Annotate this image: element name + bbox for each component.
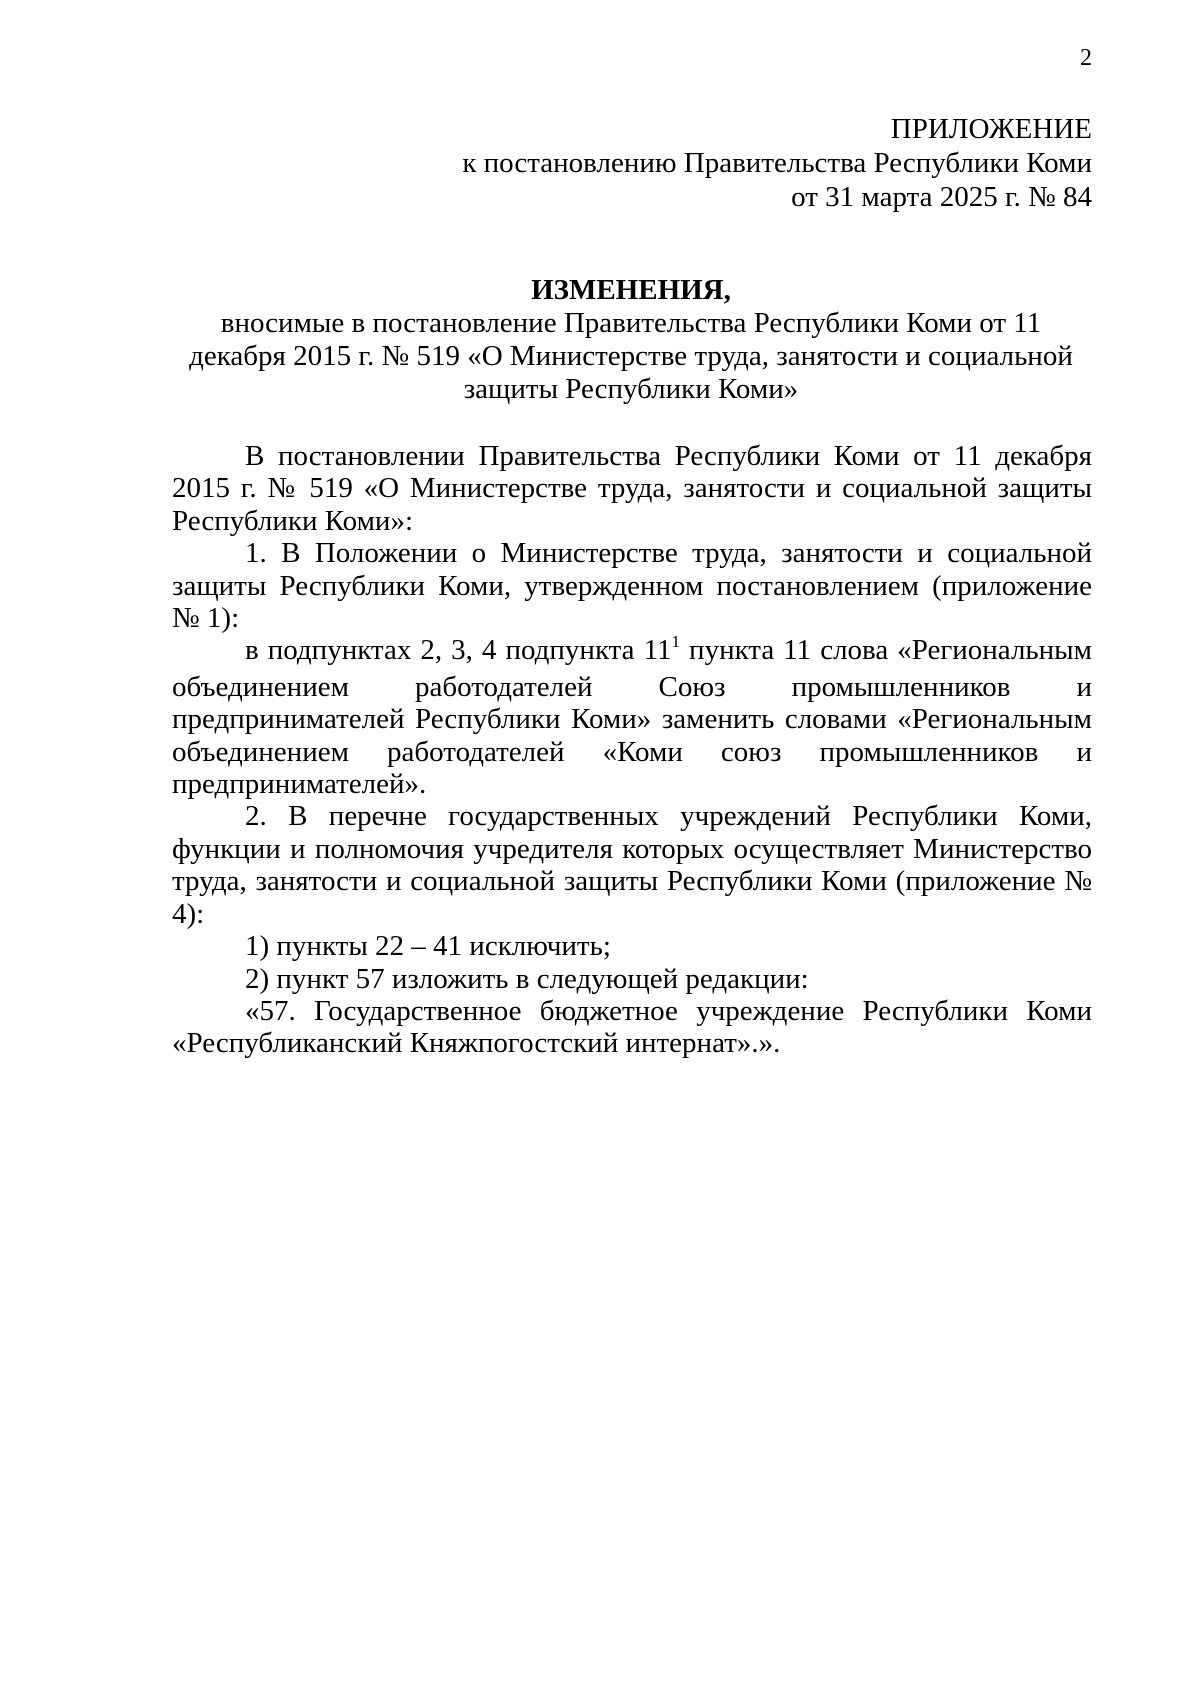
document-subtitle: вносимые в постановление Правительства Республики Коми от 11 декабря 2015 г. № 519 «О Министерстве труда, занятости и социальной защиты Республики Коми» (189, 307, 1073, 405)
paragraph-item-1-change-end: пункта 11 слова «Региональным объединением работодателей Союз промышленников и предпринимателей Республики Коми» заменить словами «Региональным объединением работодателей «Коми союз промышленников и предпринимателей». (172, 634, 1092, 801)
appendix-label: ПРИЛОЖЕНИЕ (890, 113, 1092, 145)
appendix-date: от 31 марта 2025 г. № 84 (791, 181, 1092, 213)
paragraph-intro: В постановлении Правительства Республики Коми от 11 декабря 2015 г. № 519 «О Министерстве труда, занятости и социальной защиты Республики Коми»: (172, 440, 1092, 537)
appendix-header (462, 112, 1092, 214)
paragraph-subitem-2: 2) пункт 57 изложить в следующей редакции: (245, 962, 809, 995)
document-title: ИЗМЕНЕНИЯ, (531, 274, 731, 306)
page-number: 2 (1080, 45, 1092, 71)
paragraph-new-wording: «57. Государственное бюджетное учреждение Республики Коми «Республиканский Княжпогостский интернат».». (172, 994, 1092, 1060)
appendix-reference: к постановлению Правительства Республики Коми (462, 147, 1092, 179)
document-body (172, 440, 1092, 1060)
paragraph-subitem-1: 1) пункты 22 – 41 исключить; (245, 930, 611, 963)
paragraph-item-2: 2. В перечне государственных учреждений Республики Коми, функции и полномочия учредителя которых осуществляет Министерство труда, занятости и социальной защиты Республики Коми (приложение № 4): (172, 800, 1092, 930)
title-block (170, 274, 1092, 406)
paragraph-item-1-change (172, 634, 1092, 800)
paragraph-item-1-change-start: в подпунктах 2, 3, 4 подпункта 11 (245, 634, 672, 667)
paragraph-item-1: 1. В Положении о Министерстве труда, занятости и социальной защиты Республики Коми, утвержденном постановлением (приложение № 1): (172, 537, 1092, 635)
superscript-index: 1 (671, 632, 681, 652)
